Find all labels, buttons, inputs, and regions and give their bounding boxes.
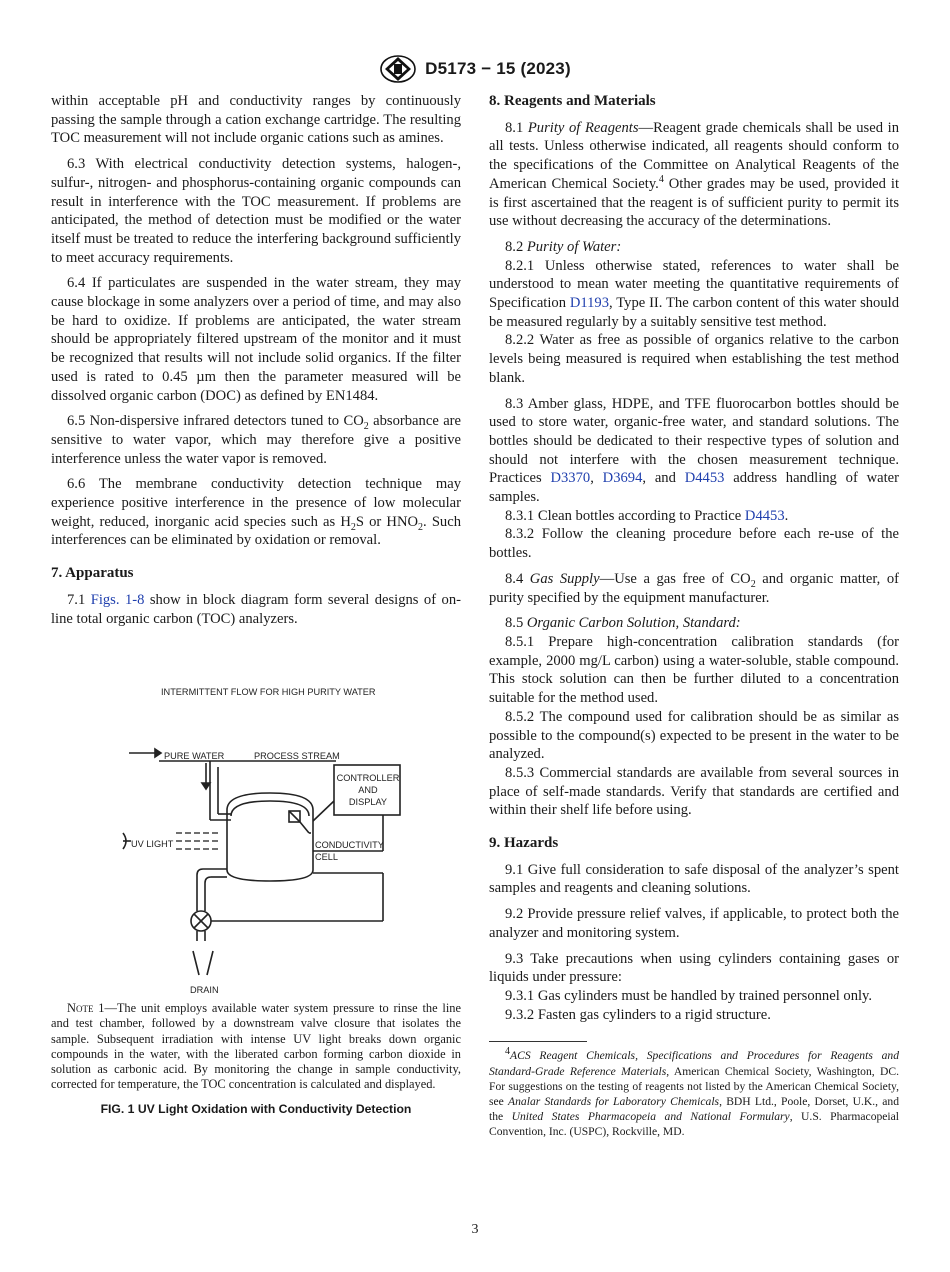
label-cell: CELL <box>315 852 338 863</box>
paragraph-6-5: 6.5 Non-dispersive infrared detectors tuned to $CO_2$ absorbance are sensitive to water vapor, which may therefore give a positive interference unless the water vapor is removed. <box>51 413 462 467</box>
d3694-link[interactable]: D3694 <box>602 470 643 487</box>
paragraph-9-3-1: 9.3.1 Gas cylinders must be handled by trained personnel only. <box>505 987 873 1004</box>
paragraph-8-5-1: 8.5.1 Prepare high-concentration calibration standards (for example, 2000 mg/L carbon) using a water-soluble, stable compound. This stock solution can then be further diluted to a concentration suitable for the method used. <box>489 633 899 707</box>
label-process-stream: PROCESS STREAM <box>254 751 340 762</box>
figure-note-1: Note 1—The unit employs available water system pressure to rinse the line and test chamber, followed by a downstream valve closure that isolates the sample. Subsequent irradiation with intense UV light breaks down organic compounds in the water, with the liberated carbon forming carbon dioxide in solution as carbonic acid. By monitoring the change in sample conductivity, corrected for temperature, the TOC concentration is calculated and displayed. <box>51 1001 461 1092</box>
label-conductivity: CONDUCTIVITY <box>315 840 384 851</box>
left-column <box>51 92 461 1118</box>
label-pure-water: PURE WATER <box>164 751 225 762</box>
d3370-link[interactable]: D3370 <box>550 470 591 487</box>
paragraph-8-3-1: 8.3.1 Clean bottles according to Practice D4453. <box>505 507 789 524</box>
label-display: DISPLAY <box>348 797 388 808</box>
paragraph-8-5: 8.5 Organic Carbon Solution, Standard: <box>505 615 741 632</box>
figs-link[interactable]: Figs. 1-8 <box>90 591 145 608</box>
footnote-divider <box>489 1041 587 1042</box>
section-heading-7: 7. Apparatus <box>51 565 134 582</box>
paragraph-8-1: 8.1 Purity of Reagents—Reagent grade chemicals shall be used in all tests. Unless otherwise indicated, all reagents should conform to the specifications of the Committee on Analytical Reagents of the American Chemical Society.$^4$ Other grades may be used, provided it is first ascertained that the reagent is of sufficient purity to permit its use without decreasing the accuracy of the determinations. <box>489 119 899 230</box>
page-header <box>0 52 950 86</box>
d4453-link-2[interactable]: D4453 <box>744 507 785 524</box>
label-uv-light: UV LIGHT <box>131 839 174 850</box>
paragraph-8-2-1: 8.2.1 Unless otherwise stated, references to water shall be understood to mean water meeting the quantitative requirements of Specification D1193, Type II. The carbon content of this water should be measured regularly by a suitably sensitive test method. <box>489 257 899 330</box>
figure-1-diagram <box>51 683 461 1001</box>
page-number: 3 <box>471 1222 479 1237</box>
label-controller: CONTROLLER <box>336 773 400 784</box>
astm-logo-icon <box>379 54 417 84</box>
figure-title: INTERMITTENT FLOW FOR HIGH PURITY WATER <box>161 687 376 698</box>
diagram-lines <box>51 683 461 1001</box>
label-and: AND <box>358 785 378 796</box>
section-heading-9: 9. Hazards <box>489 835 559 852</box>
paragraph-8-5-2: 8.5.2 The compound used for calibration should be as similar as possible to the compound(s) expected to be present in the water to be analyzed. <box>489 708 899 763</box>
figure-caption: FIG. 1 UV Light Oxidation with Conductivity Detection <box>100 1101 412 1116</box>
section-heading-8: 8. Reagents and Materials <box>489 93 656 109</box>
document-code: D5173 − 15 (2023) <box>425 59 571 78</box>
paragraph-9-3: 9.3 Take precautions when using cylinders containing gases or liquids under pressure: <box>489 950 899 986</box>
paragraph-6-6: 6.6 The membrane conductivity detection technique may experience positive interference in the presence of low molecular weight, reduced, inorganic acid species such as $H_2S$ or $HNO_2$. Such interferences can be eliminated by oxidation or removal. <box>51 476 461 549</box>
paragraph-8-2: 8.2 Purity of Water: <box>505 238 622 255</box>
paragraph-7-1: 7.1 Figs. 1-8 show in block diagram form several designs of on-line total organic carbon (TOC) analyzers. <box>51 591 462 627</box>
label-drain: DRAIN <box>190 985 219 996</box>
paragraph-8-3-2: 8.3.2 Follow the cleaning procedure before each re-use of the bottles. <box>489 526 899 562</box>
right-column <box>489 92 899 1140</box>
paragraph-6-3: 6.3 With electrical conductivity detection systems, halogen-, sulfur-, nitrogen- and phosphorus-containing organic compounds can result in interference with the TOC measurement. If problems are anticipated, the method of detection must be modified or the water itself must be treated to reduce the interfering background sufficiently to meet accuracy requirements. <box>51 156 461 266</box>
paragraph-8-4: 8.4 Gas Supply—Use a gas free of $CO_2$ and organic matter, of purity specified by the equipment manufacturer. <box>489 570 899 606</box>
footnote-4: $^4$ACS Reagent Chemicals, Specifications and Procedures for Reagents and Standard-Grade Reference Materials, American Chemical Society, Washington, DC. For suggestions on the testing of reagents not listed by the American Chemical Society, see Analar Standards for Laboratory Chemicals, BDH Ltd., Poole, Dorset, U.K., and the United States Pharmacopeia and National Formulary, U.S. Pharmacopeial Convention, Inc. (USPC), Rockville, MD. <box>489 1046 900 1139</box>
paragraph-8-3: 8.3 Amber glass, HDPE, and TFE fluorocarbon bottles should be used to store water, organic-free water, and standard solutions. The bottles should be dedicated to their respective types of solution and should not interfere with the chosen measurement technique. Practices D3370, D3694, and D4453 address handling of water samples. <box>489 395 900 506</box>
d4453-link[interactable]: D4453 <box>684 470 725 487</box>
paragraph-6-2-continued: within acceptable pH and conductivity ranges by continuously passing the sample through a cation exchange cartridge. The resulting TOC measurement will not include organic cations such as amines. <box>51 93 461 147</box>
d1193-link[interactable]: D1193 <box>569 295 610 312</box>
paragraph-9-2: 9.2 Provide pressure relief valves, if applicable, to protect both the analyzer and monitoring system. <box>489 906 899 941</box>
paragraph-9-1: 9.1 Give full consideration to safe disposal of the analyzer’s spent samples and reagents and cleaning solutions. <box>489 861 899 897</box>
paragraph-6-4: 6.4 If particulates are suspended in the water stream, they may cause blockage in some analyzers over a period of time, and may also be hard to oxidize. If problems are anticipated, the water stream should be appropriately filtered upstream of the monitor and it must be recognized that results will not include solid organics. If the filter used is rated to 0.45 µm then the parameter measured will be dissolved organic carbon (DOC) as defined by EN1484. <box>51 275 461 404</box>
paragraph-9-3-2: 9.3.2 Fasten gas cylinders to a rigid structure. <box>505 1006 771 1023</box>
paragraph-8-2-2: 8.2.2 Water as free as possible of organics relative to the carbon levels being measured is required when establishing the test method blank. <box>489 332 899 386</box>
paragraph-8-5-3: 8.5.3 Commercial standards are available from several sources in place of self-made standards. Verify that standards are certified and within their shelf life before using. <box>489 764 899 819</box>
